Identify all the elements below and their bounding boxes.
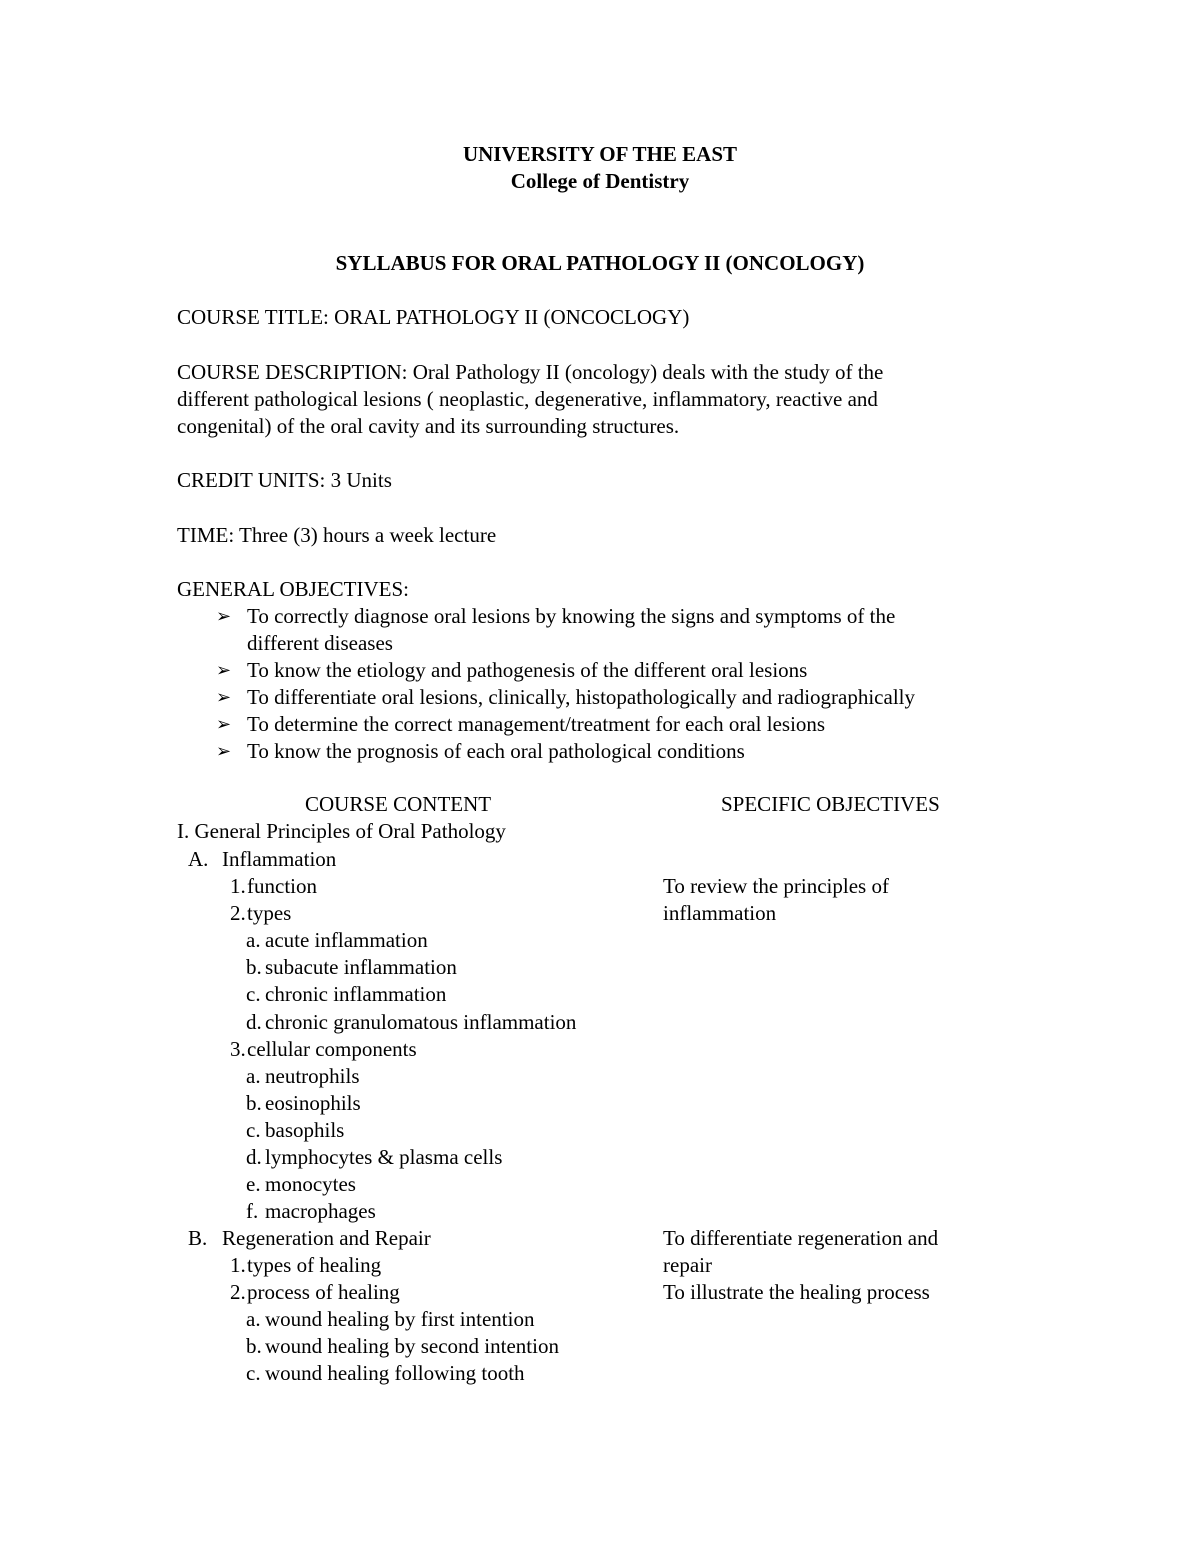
content-subitem: wound healing by first intention — [265, 1307, 535, 1331]
content-marker: 2. — [230, 1280, 246, 1304]
specific-objective-line: To review the principles of — [663, 874, 889, 898]
arrow-bullet-icon: ➢ — [216, 687, 232, 707]
arrow-bullet-icon: ➢ — [216, 714, 232, 734]
content-marker: 1. — [230, 874, 246, 898]
content-marker: c. — [246, 982, 261, 1006]
specific-objective-line: inflammation — [663, 901, 777, 925]
content-subitem: monocytes — [265, 1172, 356, 1196]
content-item: cellular components — [247, 1037, 417, 1061]
content-marker: a. — [246, 1064, 261, 1088]
content-subitem: basophils — [265, 1118, 345, 1142]
specific-objective-line: To illustrate the healing process — [663, 1280, 930, 1304]
content-marker: c. — [246, 1118, 261, 1142]
syllabus-title: SYLLABUS FOR ORAL PATHOLOGY II (ONCOLOGY) — [335, 251, 865, 275]
content-item: process of healing — [247, 1280, 400, 1304]
content-subitem: eosinophils — [265, 1091, 361, 1115]
content-subitem: macrophages — [265, 1199, 376, 1223]
arrow-bullet-icon: ➢ — [216, 606, 232, 626]
content-subitem: chronic inflammation — [265, 982, 447, 1006]
objective-item: To know the prognosis of each oral pathological conditions — [247, 739, 745, 763]
content-marker: 3. — [230, 1037, 246, 1061]
content-marker: B. — [188, 1226, 208, 1250]
objective-item: To correctly diagnose oral lesions by knowing the signs and symptoms of the — [247, 604, 896, 628]
objective-item: To differentiate oral lesions, clinically, histopathologically and radiographically — [247, 685, 915, 709]
content-marker: d. — [246, 1010, 262, 1034]
content-marker: 1. — [230, 1253, 246, 1277]
course-time: TIME: Three (3) hours a week lecture — [177, 523, 497, 547]
course-description-line: congenital) of the oral cavity and its surrounding structures. — [177, 414, 680, 438]
content-marker: f. — [246, 1199, 259, 1223]
content-marker: c. — [246, 1361, 261, 1385]
content-subitem: lymphocytes & plasma cells — [265, 1145, 503, 1169]
content-item: types of healing — [247, 1253, 382, 1277]
content-item: function — [247, 874, 317, 898]
course-description-line: COURSE DESCRIPTION: Oral Pathology II (oncology) deals with the study of the — [177, 360, 884, 384]
content-topic: Inflammation — [222, 847, 337, 871]
course-description-line: different pathological lesions ( neoplastic, degenerative, inflammatory, reactive and — [177, 387, 878, 411]
content-section: I. General Principles of Oral Pathology — [177, 819, 506, 843]
content-marker: 2. — [230, 901, 246, 925]
objective-item: different diseases — [247, 631, 393, 655]
course-content-header: COURSE CONTENT — [305, 792, 492, 816]
general-objectives-heading: GENERAL OBJECTIVES: — [177, 577, 409, 601]
credit-units: CREDIT UNITS: 3 Units — [177, 468, 392, 492]
objective-item: To know the etiology and pathogenesis of the different oral lesions — [247, 658, 808, 682]
content-marker: a. — [246, 1307, 261, 1331]
content-marker: A. — [188, 847, 209, 871]
content-subitem: chronic granulomatous inflammation — [265, 1010, 577, 1034]
content-subitem: wound healing following tooth — [265, 1361, 525, 1385]
specific-objective-line: repair — [663, 1253, 712, 1277]
content-marker: b. — [246, 1091, 262, 1115]
content-subitem: wound healing by second intention — [265, 1334, 559, 1358]
content-marker: b. — [246, 1334, 262, 1358]
content-subitem: acute inflammation — [265, 928, 428, 952]
content-subitem: neutrophils — [265, 1064, 360, 1088]
content-marker: b. — [246, 955, 262, 979]
arrow-bullet-icon: ➢ — [216, 660, 232, 680]
objective-item: To determine the correct management/treatment for each oral lesions — [247, 712, 826, 736]
content-item: types — [247, 901, 292, 925]
content-marker: e. — [246, 1172, 261, 1196]
content-marker: a. — [246, 928, 261, 952]
content-topic: Regeneration and Repair — [222, 1226, 431, 1250]
content-marker: d. — [246, 1145, 262, 1169]
university-name: UNIVERSITY OF THE EAST — [462, 142, 738, 166]
specific-objectives-header: SPECIFIC OBJECTIVES — [721, 792, 940, 816]
college-name: College of Dentistry — [510, 169, 690, 193]
course-title: COURSE TITLE: ORAL PATHOLOGY II (ONCOCLOGY) — [177, 305, 690, 329]
content-subitem: subacute inflammation — [265, 955, 457, 979]
arrow-bullet-icon: ➢ — [216, 741, 232, 761]
specific-objective-line: To differentiate regeneration and — [663, 1226, 939, 1250]
